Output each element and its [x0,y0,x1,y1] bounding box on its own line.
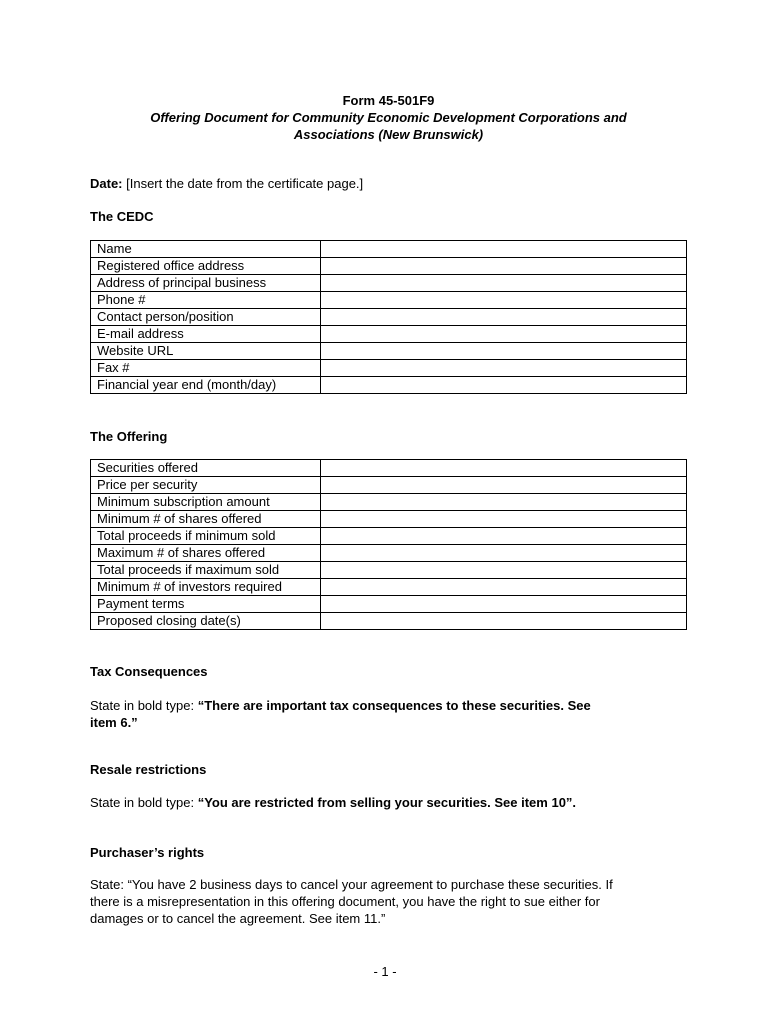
offering-heading: The Offering [90,429,168,444]
table-row [91,360,687,377]
row-label: Proposed closing date(s) [91,613,321,630]
cedc-heading: The CEDC [90,209,154,224]
entry-cell[interactable] [321,528,687,545]
row-label: Maximum # of shares offered [91,545,321,562]
date-instruction: [Insert the date from the certificate page.] [122,176,364,191]
table-row [91,494,687,511]
table-row [91,562,687,579]
resale-bold: “You are restricted from selling your securities. See item 10”. [197,795,577,810]
table-row [91,275,687,292]
entry-cell[interactable] [321,292,687,309]
date-label: Date: [90,176,123,191]
row-label: Website URL [91,343,321,360]
table-row [91,292,687,309]
cedc-table [90,240,687,394]
entry-cell[interactable] [321,460,687,477]
row-label: Minimum subscription amount [91,494,321,511]
date-line [90,175,687,192]
tax-prefix: State in bold type: [90,698,198,713]
form-title-line-2: Associations (New Brunswick) [293,127,484,142]
entry-cell[interactable] [321,494,687,511]
resale-statement [90,794,687,811]
row-label: Contact person/position [91,309,321,326]
form-number: Form 45-501F9 [342,93,435,108]
page-number: - 1 - [373,964,397,979]
entry-cell[interactable] [321,309,687,326]
entry-cell[interactable] [321,360,687,377]
purchaser-line-2: there is a misrepresentation in this offering document, you have the right to sue either for [90,894,600,909]
row-label: Registered office address [91,258,321,275]
entry-cell[interactable] [321,275,687,292]
entry-cell[interactable] [321,241,687,258]
entry-cell[interactable] [321,511,687,528]
row-label: Name [91,241,321,258]
form-title-line-1: Offering Document for Community Economic Development Corporations and [150,110,627,125]
table-row [91,596,687,613]
row-label: Address of principal business [91,275,321,292]
row-label: Price per security [91,477,321,494]
table-row [91,343,687,360]
row-label: Minimum # of shares offered [91,511,321,528]
tax-bold-line-2: item 6.” [90,715,138,730]
row-label: Securities offered [91,460,321,477]
tax-heading: Tax Consequences [90,664,208,679]
offering-table [90,459,687,630]
tax-bold-line-1: “There are important tax consequences to these securities. See [197,698,591,713]
entry-cell[interactable] [321,613,687,630]
table-row [91,528,687,545]
entry-cell[interactable] [321,562,687,579]
entry-cell[interactable] [321,477,687,494]
table-row [91,613,687,630]
entry-cell[interactable] [321,326,687,343]
resale-heading: Resale restrictions [90,762,207,777]
table-row [91,545,687,562]
row-label: E-mail address [91,326,321,343]
entry-cell[interactable] [321,579,687,596]
form-header [90,92,687,143]
row-label: Minimum # of investors required [91,579,321,596]
table-row [91,258,687,275]
table-row [91,511,687,528]
row-label: Financial year end (month/day) [91,377,321,394]
purchaser-heading: Purchaser’s rights [90,845,205,860]
table-row [91,460,687,477]
entry-cell[interactable] [321,343,687,360]
table-row [91,326,687,343]
purchaser-line-3: damages or to cancel the agreement. See item 11.” [90,911,386,926]
row-label: Total proceeds if minimum sold [91,528,321,545]
entry-cell[interactable] [321,596,687,613]
row-label: Total proceeds if maximum sold [91,562,321,579]
row-label: Phone # [91,292,321,309]
table-row [91,477,687,494]
table-row [91,309,687,326]
entry-cell[interactable] [321,258,687,275]
resale-prefix: State in bold type: [90,795,198,810]
table-row [91,377,687,394]
entry-cell[interactable] [321,377,687,394]
tax-statement [90,697,687,731]
entry-cell[interactable] [321,545,687,562]
purchaser-line-1: State: “You have 2 business days to cancel your agreement to purchase these securities. If [90,877,613,892]
row-label: Fax # [91,360,321,377]
row-label: Payment terms [91,596,321,613]
table-row [91,579,687,596]
purchaser-statement [90,876,687,927]
table-row [91,241,687,258]
